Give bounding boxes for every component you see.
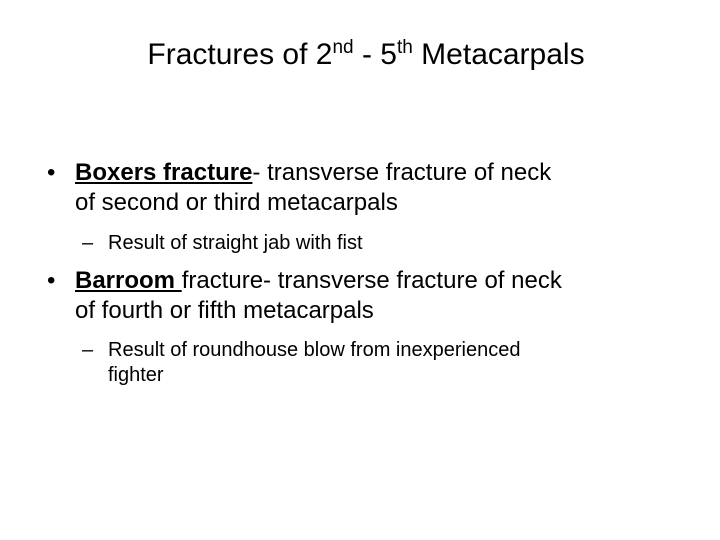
title-text-part2: - 5: [353, 38, 397, 71]
term-barroom: Barroom: [75, 267, 182, 294]
term-boxers-fracture: Boxers fracture: [75, 159, 253, 186]
bullet-line-2: of second or third metacarpals: [75, 189, 398, 216]
bullet-marker: •: [47, 159, 56, 186]
slide-content: [45, 158, 685, 388]
sub-bullet-line-2: fighter: [108, 364, 164, 386]
bullet-text: - transverse fracture of neck: [252, 159, 552, 186]
sub-bullet-line-1: Result of roundhouse blow from inexperienced: [108, 339, 521, 361]
title-text-part1: Fractures of 2: [147, 38, 333, 71]
bullet-line-2: of fourth or fifth metacarpals: [75, 297, 374, 324]
sub-bullet-roundhouse-blow: [45, 338, 685, 388]
bullet-boxers-fracture: [45, 158, 685, 218]
sub-bullet-marker: –: [82, 232, 94, 254]
slide-title: [0, 33, 720, 77]
bullet-barroom-fracture: [45, 266, 685, 326]
bullet-line-1: [75, 158, 685, 188]
title-text-part3: Metacarpals: [412, 38, 585, 71]
sub-bullet-marker: –: [82, 339, 94, 361]
title-superscript-nd: nd: [332, 37, 354, 58]
bullet-line-1: [75, 266, 685, 296]
sub-bullet-straight-jab: [45, 231, 685, 256]
bullet-text: fracture- transverse fracture of neck: [181, 267, 562, 294]
title-superscript-th: th: [396, 37, 413, 58]
bullet-marker: •: [47, 267, 56, 294]
sub-bullet-line-1: Result of straight jab with fist: [108, 232, 363, 254]
